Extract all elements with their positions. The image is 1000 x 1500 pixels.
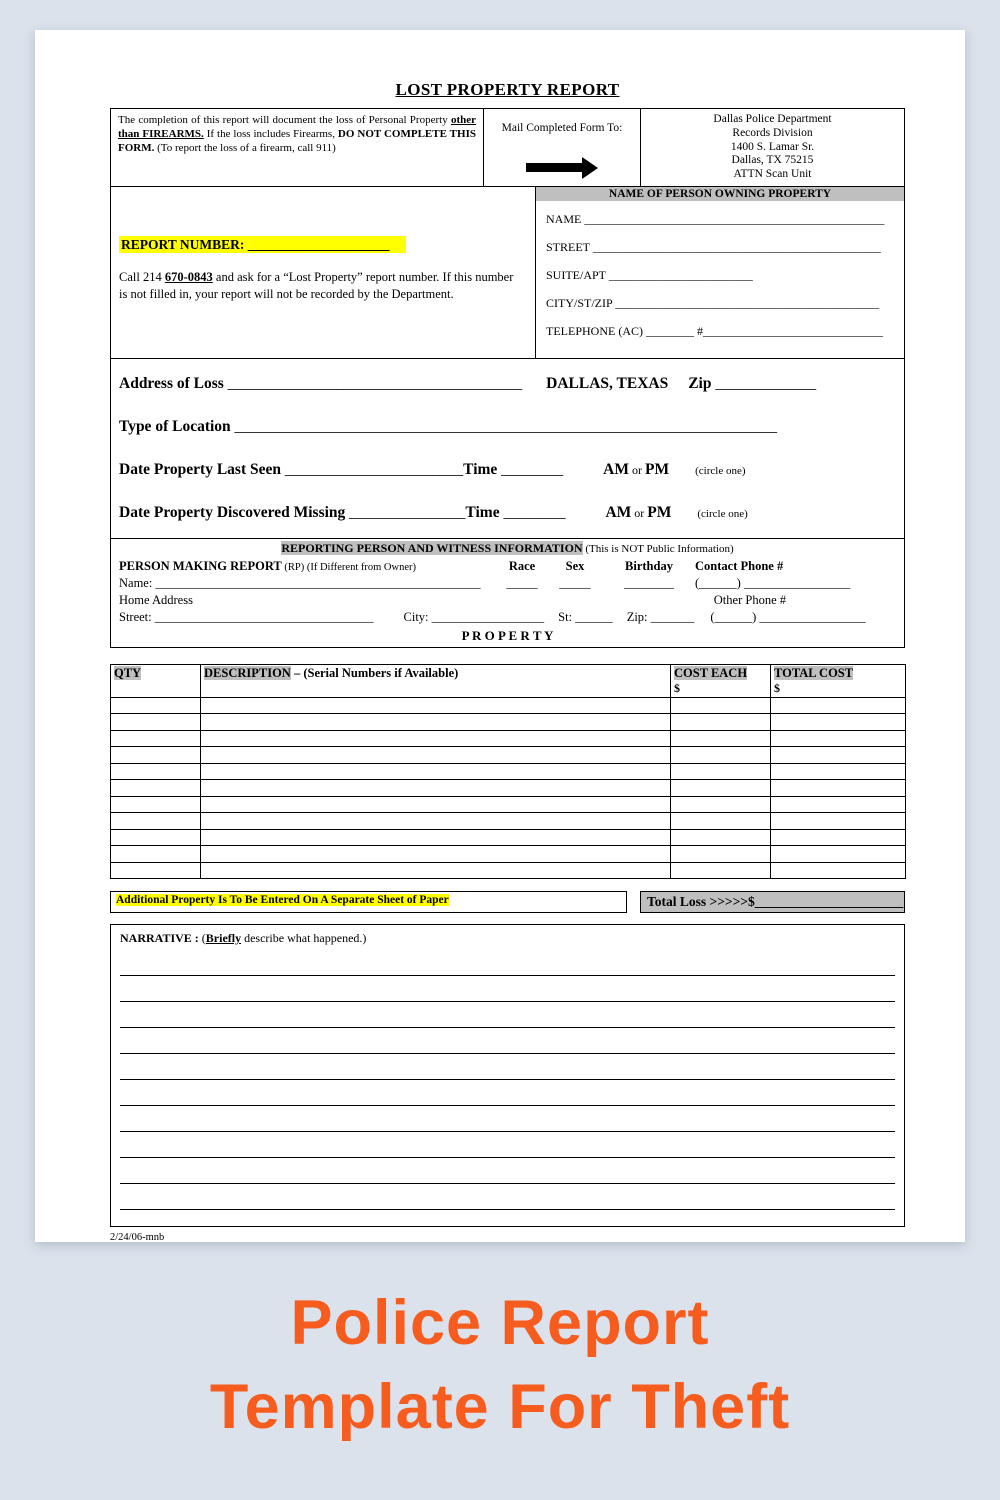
rp-street-field: Street: ___________________________________: [119, 609, 374, 624]
pin-caption: [0, 1282, 1000, 1450]
type-of-location-field: Type of Location ______________________________________________________________________: [119, 417, 778, 435]
property-row: [111, 730, 906, 747]
owner-phone-field: TELEPHONE (AC) ________ #______________________________: [546, 323, 883, 338]
property-table-header: QTY DESCRIPTION – (Serial Numbers if Available) COST EACH $ TOTAL COST $: [111, 664, 906, 697]
property-row: [111, 796, 906, 813]
mail-to-cell: [484, 109, 641, 186]
reporting-columns-header: PERSON MAKING REPORT (RP) (If Different from Owner) Race Sex Birthday Contact Phone #: [119, 558, 784, 573]
property-cell: [771, 747, 906, 764]
property-cell: [201, 780, 671, 797]
rp-birthday-field: ________: [624, 575, 674, 590]
property-cell: [111, 862, 201, 879]
property-cell: [111, 813, 201, 830]
department-address: [641, 109, 904, 186]
address-of-loss-field: Address of Loss ______________________________________ DALLAS, TEXAS Zip _____________: [119, 374, 817, 392]
reporting-section-header: REPORTING PERSON AND WITNESS INFORMATION (This is NOT Public Information): [281, 540, 734, 555]
property-row: [111, 846, 906, 863]
owner-info-cell: [536, 187, 904, 358]
property-cell: [671, 796, 771, 813]
rp-city-field: City: __________________: [403, 609, 545, 624]
am-option: AM: [605, 503, 632, 521]
notice-text-2: If the loss includes Firearms,: [203, 128, 338, 141]
total-loss-field: Total Loss >>>>>$______________________: [640, 891, 905, 913]
am-option: AM: [603, 460, 629, 478]
reporting-person-section: [110, 539, 905, 648]
property-row: [111, 780, 906, 797]
property-cell: [111, 846, 201, 863]
loss-location-section: [110, 359, 905, 539]
rp-state-field: St: ______: [558, 609, 613, 624]
owner-city-field: CITY/ST/ZIP ____________________________________________: [546, 295, 880, 310]
dept-line: 1400 S. Lamar Sr.: [730, 140, 815, 153]
property-row: [111, 829, 906, 846]
dept-line: ATTN Scan Unit: [733, 168, 812, 181]
notice-do-not: DO NOT COMPLETE THIS FORM.: [118, 128, 476, 155]
property-cell: [201, 714, 671, 731]
property-cell: [771, 796, 906, 813]
property-cell: [771, 829, 906, 846]
property-cell: [671, 780, 771, 797]
notice-firearms: other than FIREARMS.: [118, 114, 476, 141]
rp-race-field: _____: [506, 575, 538, 590]
header-section: [110, 108, 905, 187]
property-cell: [671, 846, 771, 863]
narrative-section: [110, 924, 905, 1227]
property-cell: [671, 714, 771, 731]
property-cell: [771, 697, 906, 714]
dept-line: Dallas Police Department: [713, 113, 832, 125]
narrative-line: [120, 1106, 895, 1132]
narrative-line: [120, 1028, 895, 1054]
property-cell: [111, 829, 201, 846]
property-cell: [771, 862, 906, 879]
other-phone-label: Other Phone #: [713, 592, 786, 607]
narrative-line: [120, 976, 895, 1002]
arrow-right-icon: [526, 157, 598, 179]
property-cell: [111, 763, 201, 780]
rp-zip-field: Zip: _______: [626, 609, 695, 624]
property-row: [111, 697, 906, 714]
rp-name-field: Name: ____________________________________________________: [119, 575, 481, 590]
report-number-owner-section: [110, 187, 905, 359]
owner-section-header: NAME OF PERSON OWNING PROPERTY: [536, 187, 904, 201]
rp-sex-field: _____: [559, 575, 591, 590]
narrative-line: [120, 1158, 895, 1184]
total-cost-header: TOTAL COST: [774, 665, 854, 680]
narrative-line: [120, 1184, 895, 1210]
total-loss-row: [110, 891, 905, 913]
report-number-field: [119, 237, 523, 253]
form-revision-code: 2/24/06-mnb: [110, 1232, 165, 1244]
narrative-line: [120, 1080, 895, 1106]
dallas-texas-label: DALLAS, TEXAS: [546, 374, 669, 392]
property-cell: [201, 763, 671, 780]
property-table-body: [111, 697, 906, 879]
property-cell: [671, 813, 771, 830]
pm-option: PM: [645, 460, 670, 478]
form-document: [35, 30, 965, 1242]
narrative-line: [120, 1054, 895, 1080]
property-row: [111, 714, 906, 731]
property-cell: [771, 780, 906, 797]
property-row: [111, 763, 906, 780]
property-cell: [671, 730, 771, 747]
property-cell: [111, 780, 201, 797]
narrative-line: [120, 1132, 895, 1158]
property-cell: [671, 829, 771, 846]
property-cell: [201, 829, 671, 846]
property-row: [111, 813, 906, 830]
narrative-line: [120, 950, 895, 976]
property-cell: [111, 697, 201, 714]
owner-suite-field: SUITE/APT ________________________: [546, 267, 753, 282]
property-cell: [671, 862, 771, 879]
caption-line-1: Police Report: [290, 1288, 710, 1358]
notice-text-3: (To report the loss of a firearm, call 911): [154, 142, 336, 155]
mail-to-label: Mail Completed Form To:: [501, 122, 623, 134]
property-cell: [201, 862, 671, 879]
lost-property-form: [110, 80, 905, 1243]
property-cell: [771, 763, 906, 780]
notice-text-1: The completion of this report will document the loss of Personal Property: [118, 114, 451, 126]
property-cell: [771, 714, 906, 731]
date-discovered-missing-field: Date Property Discovered Missing _______________Time ________ AM or PM (circle one): [119, 503, 748, 521]
date-last-seen-field: Date Property Last Seen _______________________Time ________ AM or PM (circle one): [119, 460, 746, 478]
cost-each-header: COST EACH: [674, 665, 748, 680]
owner-street-field: STREET ________________________________________________: [546, 239, 881, 254]
property-cell: [201, 813, 671, 830]
property-cell: [771, 730, 906, 747]
narrative-line: [120, 1002, 895, 1028]
property-table: [110, 664, 906, 880]
property-row: [111, 862, 906, 879]
reporting-name-row: [119, 576, 896, 591]
property-cell: [671, 697, 771, 714]
completion-notice: [111, 109, 484, 186]
report-number-label: REPORT NUMBER: _____________________: [119, 236, 406, 253]
property-section-title: P R O P E R T Y: [461, 627, 554, 643]
owner-name-field: NAME __________________________________________________: [546, 211, 885, 226]
narrative-lines: [120, 950, 895, 1210]
rp-other-phone-field: (______) _________________: [710, 609, 866, 624]
phone-number: 670-0843: [164, 269, 213, 284]
report-number-cell: [111, 187, 536, 358]
property-cell: [111, 730, 201, 747]
property-cell: [201, 730, 671, 747]
street-row: [119, 610, 896, 625]
property-cell: [771, 813, 906, 830]
pm-option: PM: [647, 503, 672, 521]
property-cell: [201, 747, 671, 764]
dept-line: Dallas, TX 75215: [731, 154, 814, 167]
rp-contact-phone-field: (______) _________________: [695, 575, 851, 590]
form-title: LOST PROPERTY REPORT: [395, 80, 620, 99]
home-address-row: Home Address Other Phone #: [119, 592, 786, 607]
property-cell: [111, 796, 201, 813]
property-cell: [111, 714, 201, 731]
property-cell: [671, 747, 771, 764]
additional-property-note: Additional Property Is To Be Entered On A Separate Sheet of Paper: [110, 891, 627, 913]
property-cell: [671, 763, 771, 780]
property-cell: [111, 747, 201, 764]
dept-line: Records Division: [732, 126, 813, 139]
description-header: DESCRIPTION: [204, 665, 291, 680]
property-row: [111, 747, 906, 764]
property-cell: [201, 846, 671, 863]
property-cell: [771, 846, 906, 863]
narrative-label: NARRATIVE : (Briefly describe what happened.): [120, 931, 367, 946]
call-instructions: Call 214 670-0843 and ask for a “Lost Property” report number. If this number is not filled in, your report will not be recorded by the Department.: [119, 269, 514, 301]
property-cell: [201, 796, 671, 813]
qty-header: QTY: [114, 665, 142, 680]
owner-fields: [536, 201, 904, 358]
property-cell: [201, 697, 671, 714]
caption-line-2: Template For Theft: [209, 1371, 791, 1442]
